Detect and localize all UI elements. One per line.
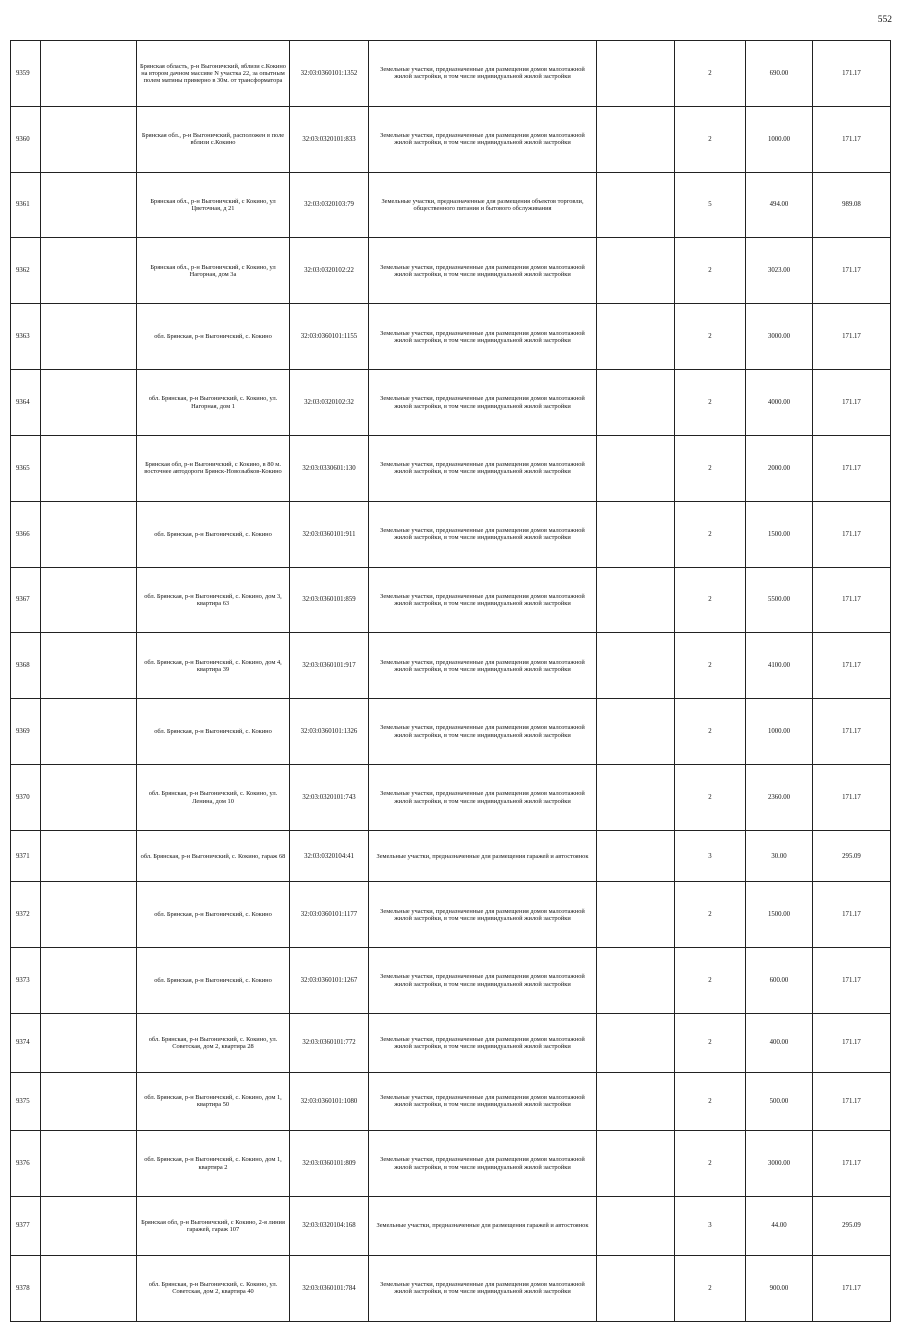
- address-cell: обл. Брянская, р-н Выгоничский, с. Кокино, ул. Нагорная, дом 1: [137, 370, 290, 436]
- area-cell: 44.00: [746, 1197, 813, 1256]
- table-row: [11, 633, 891, 699]
- group-cell: 2: [675, 1255, 746, 1321]
- rate-cell: 171.17: [813, 1014, 891, 1073]
- address-cell: Брянская обл., р-н Выгоничский, расположен в поле вблизи с.Кокино: [137, 106, 290, 172]
- land-use-cell: Земельные участки, предназначенные для размещения домов малоэтажной жилой застройки, в том числе индивидуальной жилой застройки: [369, 765, 597, 831]
- rate-cell: 171.17: [813, 106, 891, 172]
- table-row: [11, 1255, 891, 1321]
- land-use-cell: Земельные участки, предназначенные для размещения домов малоэтажной жилой застройки, в том числе индивидуальной жилой застройки: [369, 882, 597, 948]
- blank-cell: [41, 1255, 137, 1321]
- area-cell: 400.00: [746, 1014, 813, 1073]
- table-row: [11, 567, 891, 633]
- group-cell: 2: [675, 699, 746, 765]
- blank-cell: [41, 1072, 137, 1131]
- group-cell: 2: [675, 41, 746, 107]
- area-cell: 494.00: [746, 172, 813, 238]
- area-cell: 1500.00: [746, 882, 813, 948]
- blank-cell: [41, 435, 137, 501]
- row-number: 9363: [11, 304, 41, 370]
- area-cell: 500.00: [746, 1072, 813, 1131]
- group-cell: 2: [675, 633, 746, 699]
- blank-cell: [41, 106, 137, 172]
- rate-cell: 171.17: [813, 765, 891, 831]
- group-cell: 2: [675, 370, 746, 436]
- group-cell: 2: [675, 1072, 746, 1131]
- address-cell: Брянская обл., р-н Выгоничский, с Кокино, ул Цветочная, д 21: [137, 172, 290, 238]
- row-number: 9367: [11, 567, 41, 633]
- row-number: 9365: [11, 435, 41, 501]
- cadastral-number-cell: 32:03:0360101:1080: [290, 1072, 369, 1131]
- land-use-cell: Земельные участки, предназначенные для размещения домов малоэтажной жилой застройки, в том числе индивидуальной жилой застройки: [369, 501, 597, 567]
- blank-cell: [597, 1131, 675, 1197]
- cadastral-number-cell: 32:03:0360101:772: [290, 1014, 369, 1073]
- row-number: 9359: [11, 41, 41, 107]
- table-row: [11, 238, 891, 304]
- rate-cell: 171.17: [813, 304, 891, 370]
- group-cell: 5: [675, 172, 746, 238]
- area-cell: 4000.00: [746, 370, 813, 436]
- address-cell: Брянская обл, р-н Выгоничский, с Кокино, в 80 м. восточнее автодороги Брянск-Новозыбков-Кокино: [137, 435, 290, 501]
- area-cell: 1000.00: [746, 699, 813, 765]
- rate-cell: 171.17: [813, 699, 891, 765]
- row-number: 9371: [11, 830, 41, 881]
- land-use-cell: Земельные участки, предназначенные для размещения домов малоэтажной жилой застройки, в том числе индивидуальной жилой застройки: [369, 1014, 597, 1073]
- rate-cell: 171.17: [813, 435, 891, 501]
- cadastral-number-cell: 32:03:0360101:809: [290, 1131, 369, 1197]
- table-row: [11, 501, 891, 567]
- blank-cell: [597, 830, 675, 881]
- cadastral-number-cell: 32:03:0320102:32: [290, 370, 369, 436]
- blank-cell: [41, 567, 137, 633]
- table-row: [11, 435, 891, 501]
- land-use-cell: Земельные участки, предназначенные для размещения гаражей и автостоянок: [369, 830, 597, 881]
- row-number: 9361: [11, 172, 41, 238]
- table-row: [11, 948, 891, 1014]
- address-cell: Брянская область, р-н Выгоничский, вблизи с.Кокино на втором дачном массиве N участка 22, за опытным полем матины примерно в 30м. от трансформатора: [137, 41, 290, 107]
- blank-cell: [597, 882, 675, 948]
- land-use-cell: Земельные участки, предназначенные для размещения домов малоэтажной жилой застройки, в том числе индивидуальной жилой застройки: [369, 633, 597, 699]
- blank-cell: [41, 1014, 137, 1073]
- blank-cell: [597, 238, 675, 304]
- address-cell: Брянская обл., р-н Выгоничский, с Кокино, ул Нагорная, дом 3а: [137, 238, 290, 304]
- address-cell: обл. Брянская, р-н Выгоничский, с. Кокино: [137, 948, 290, 1014]
- rate-cell: 171.17: [813, 501, 891, 567]
- table-row: [11, 41, 891, 107]
- rate-cell: 295.09: [813, 830, 891, 881]
- table-row: [11, 765, 891, 831]
- address-cell: обл. Брянская, р-н Выгоничский, с. Кокино, ул. Советская, дом 2, квартира 28: [137, 1014, 290, 1073]
- address-cell: обл. Брянская, р-н Выгоничский, с. Кокино, ул. Советская, дом 2, квартира 40: [137, 1255, 290, 1321]
- address-cell: обл. Брянская, р-н Выгоничский, с. Кокино, дом 4, квартира 39: [137, 633, 290, 699]
- rate-cell: 171.17: [813, 1072, 891, 1131]
- rate-cell: 171.17: [813, 1131, 891, 1197]
- rate-cell: 171.17: [813, 370, 891, 436]
- address-cell: обл. Брянская, р-н Выгоничский, с. Кокино, дом 3, квартира 63: [137, 567, 290, 633]
- blank-cell: [41, 370, 137, 436]
- group-cell: 2: [675, 882, 746, 948]
- area-cell: 3023.00: [746, 238, 813, 304]
- blank-cell: [597, 304, 675, 370]
- table-row: [11, 699, 891, 765]
- group-cell: 3: [675, 830, 746, 881]
- cadastral-number-cell: 32:03:0320103:79: [290, 172, 369, 238]
- group-cell: 2: [675, 435, 746, 501]
- row-number: 9362: [11, 238, 41, 304]
- land-registry-table: [10, 40, 891, 1322]
- group-cell: 2: [675, 106, 746, 172]
- blank-cell: [41, 501, 137, 567]
- cadastral-number-cell: 32:03:0360101:1177: [290, 882, 369, 948]
- area-cell: 3000.00: [746, 1131, 813, 1197]
- address-cell: обл. Брянская, р-н Выгоничский, с. Кокино: [137, 501, 290, 567]
- blank-cell: [597, 172, 675, 238]
- row-number: 9374: [11, 1014, 41, 1073]
- area-cell: 1000.00: [746, 106, 813, 172]
- blank-cell: [597, 435, 675, 501]
- blank-cell: [597, 106, 675, 172]
- row-number: 9373: [11, 948, 41, 1014]
- cadastral-number-cell: 32:03:0360101:911: [290, 501, 369, 567]
- land-use-cell: Земельные участки, предназначенные для размещения домов малоэтажной жилой застройки, в том числе индивидуальной жилой застройки: [369, 370, 597, 436]
- blank-cell: [597, 1014, 675, 1073]
- land-use-cell: Земельные участки, предназначенные для размещения домов малоэтажной жилой застройки, в том числе индивидуальной жилой застройки: [369, 699, 597, 765]
- row-number: 9372: [11, 882, 41, 948]
- group-cell: 2: [675, 765, 746, 831]
- area-cell: 1500.00: [746, 501, 813, 567]
- table-row: [11, 304, 891, 370]
- address-cell: обл. Брянская, р-н Выгоничский, с. Кокино, дом 1, квартира 50: [137, 1072, 290, 1131]
- rate-cell: 171.17: [813, 633, 891, 699]
- blank-cell: [41, 1131, 137, 1197]
- group-cell: 2: [675, 1131, 746, 1197]
- address-cell: Брянская обл, р-н Выгоничский, с Кокино, 2-я линия гаражей, гараж 107: [137, 1197, 290, 1256]
- blank-cell: [41, 238, 137, 304]
- row-number: 9360: [11, 106, 41, 172]
- blank-cell: [41, 633, 137, 699]
- area-cell: 900.00: [746, 1255, 813, 1321]
- area-cell: 4100.00: [746, 633, 813, 699]
- land-use-cell: Земельные участки, предназначенные для размещения домов малоэтажной жилой застройки, в том числе индивидуальной жилой застройки: [369, 238, 597, 304]
- land-use-cell: Земельные участки, предназначенные для размещения домов малоэтажной жилой застройки, в том числе индивидуальной жилой застройки: [369, 106, 597, 172]
- rate-cell: 171.17: [813, 1255, 891, 1321]
- area-cell: 30.00: [746, 830, 813, 881]
- cadastral-number-cell: 32:03:0360101:784: [290, 1255, 369, 1321]
- cadastral-number-cell: 32:03:0360101:1352: [290, 41, 369, 107]
- blank-cell: [41, 172, 137, 238]
- rate-cell: 989.08: [813, 172, 891, 238]
- table-row: [11, 830, 891, 881]
- land-use-cell: Земельные участки, предназначенные для размещения домов малоэтажной жилой застройки, в том числе индивидуальной жилой застройки: [369, 567, 597, 633]
- table-row: [11, 172, 891, 238]
- cadastral-number-cell: 32:03:0320104:41: [290, 830, 369, 881]
- row-number: 9377: [11, 1197, 41, 1256]
- table-row: [11, 882, 891, 948]
- blank-cell: [597, 567, 675, 633]
- row-number: 9364: [11, 370, 41, 436]
- blank-cell: [41, 699, 137, 765]
- cadastral-number-cell: 32:03:0330601:130: [290, 435, 369, 501]
- blank-cell: [597, 41, 675, 107]
- cadastral-number-cell: 32:03:0320102:22: [290, 238, 369, 304]
- rate-cell: 171.17: [813, 238, 891, 304]
- table-row: [11, 370, 891, 436]
- rate-cell: 171.17: [813, 567, 891, 633]
- cadastral-number-cell: 32:03:0320101:833: [290, 106, 369, 172]
- row-number: 9370: [11, 765, 41, 831]
- address-cell: обл. Брянская, р-н Выгоничский, с. Кокино: [137, 699, 290, 765]
- group-cell: 2: [675, 501, 746, 567]
- table-row: [11, 1014, 891, 1073]
- cadastral-number-cell: 32:03:0360101:1267: [290, 948, 369, 1014]
- rate-cell: 171.17: [813, 948, 891, 1014]
- table-row: [11, 1197, 891, 1256]
- page-number: 552: [877, 15, 892, 25]
- blank-cell: [597, 1197, 675, 1256]
- table-row: [11, 1072, 891, 1131]
- land-use-cell: Земельные участки, предназначенные для размещения домов малоэтажной жилой застройки, в том числе индивидуальной жилой застройки: [369, 1255, 597, 1321]
- land-use-cell: Земельные участки, предназначенные для размещения домов малоэтажной жилой застройки, в том числе индивидуальной жилой застройки: [369, 435, 597, 501]
- area-cell: 2360.00: [746, 765, 813, 831]
- blank-cell: [597, 633, 675, 699]
- area-cell: 2000.00: [746, 435, 813, 501]
- group-cell: 2: [675, 304, 746, 370]
- group-cell: 2: [675, 238, 746, 304]
- blank-cell: [597, 370, 675, 436]
- address-cell: обл. Брянская, р-н Выгоничский, с. Кокино, ул. Ленина, дом 10: [137, 765, 290, 831]
- land-use-cell: Земельные участки, предназначенные для размещения объектов торговли, общественного питания и бытового обслуживания: [369, 172, 597, 238]
- address-cell: обл. Брянская, р-н Выгоничский, с. Кокино, гараж 68: [137, 830, 290, 881]
- rate-cell: 171.17: [813, 41, 891, 107]
- land-use-cell: Земельные участки, предназначенные для размещения домов малоэтажной жилой застройки, в том числе индивидуальной жилой застройки: [369, 948, 597, 1014]
- row-number: 9375: [11, 1072, 41, 1131]
- land-use-cell: Земельные участки, предназначенные для размещения домов малоэтажной жилой застройки, в том числе индивидуальной жилой застройки: [369, 41, 597, 107]
- blank-cell: [41, 948, 137, 1014]
- group-cell: 3: [675, 1197, 746, 1256]
- blank-cell: [41, 830, 137, 881]
- rate-cell: 295.09: [813, 1197, 891, 1256]
- row-number: 9369: [11, 699, 41, 765]
- blank-cell: [597, 948, 675, 1014]
- land-use-cell: Земельные участки, предназначенные для размещения домов малоэтажной жилой застройки, в том числе индивидуальной жилой застройки: [369, 1072, 597, 1131]
- group-cell: 2: [675, 1014, 746, 1073]
- row-number: 9376: [11, 1131, 41, 1197]
- cadastral-number-cell: 32:03:0320101:743: [290, 765, 369, 831]
- blank-cell: [597, 1255, 675, 1321]
- table-body: [11, 41, 891, 1322]
- blank-cell: [41, 1197, 137, 1256]
- blank-cell: [41, 765, 137, 831]
- land-use-cell: Земельные участки, предназначенные для размещения домов малоэтажной жилой застройки, в том числе индивидуальной жилой застройки: [369, 1131, 597, 1197]
- area-cell: 5500.00: [746, 567, 813, 633]
- address-cell: обл. Брянская, р-н Выгоничский, с. Кокино: [137, 304, 290, 370]
- rate-cell: 171.17: [813, 882, 891, 948]
- row-number: 9378: [11, 1255, 41, 1321]
- blank-cell: [41, 304, 137, 370]
- land-use-cell: Земельные участки, предназначенные для размещения домов малоэтажной жилой застройки, в том числе индивидуальной жилой застройки: [369, 304, 597, 370]
- cadastral-number-cell: 32:03:0360101:917: [290, 633, 369, 699]
- table-row: [11, 106, 891, 172]
- cadastral-number-cell: 32:03:0360101:1326: [290, 699, 369, 765]
- address-cell: обл. Брянская, р-н Выгоничский, с. Кокино, дом 1, квартира 2: [137, 1131, 290, 1197]
- group-cell: 2: [675, 948, 746, 1014]
- group-cell: 2: [675, 567, 746, 633]
- table-row: [11, 1131, 891, 1197]
- land-use-cell: Земельные участки, предназначенные для размещения гаражей и автостоянок: [369, 1197, 597, 1256]
- row-number: 9366: [11, 501, 41, 567]
- cadastral-number-cell: 32:03:0360101:859: [290, 567, 369, 633]
- address-cell: обл. Брянская, р-н Выгоничский, с. Кокино: [137, 882, 290, 948]
- area-cell: 3000.00: [746, 304, 813, 370]
- blank-cell: [41, 882, 137, 948]
- cadastral-number-cell: 32:03:0320104:168: [290, 1197, 369, 1256]
- blank-cell: [597, 699, 675, 765]
- blank-cell: [597, 1072, 675, 1131]
- row-number: 9368: [11, 633, 41, 699]
- blank-cell: [597, 501, 675, 567]
- cadastral-number-cell: 32:03:0360101:1155: [290, 304, 369, 370]
- blank-cell: [597, 765, 675, 831]
- blank-cell: [41, 41, 137, 107]
- area-cell: 600.00: [746, 948, 813, 1014]
- area-cell: 690.00: [746, 41, 813, 107]
